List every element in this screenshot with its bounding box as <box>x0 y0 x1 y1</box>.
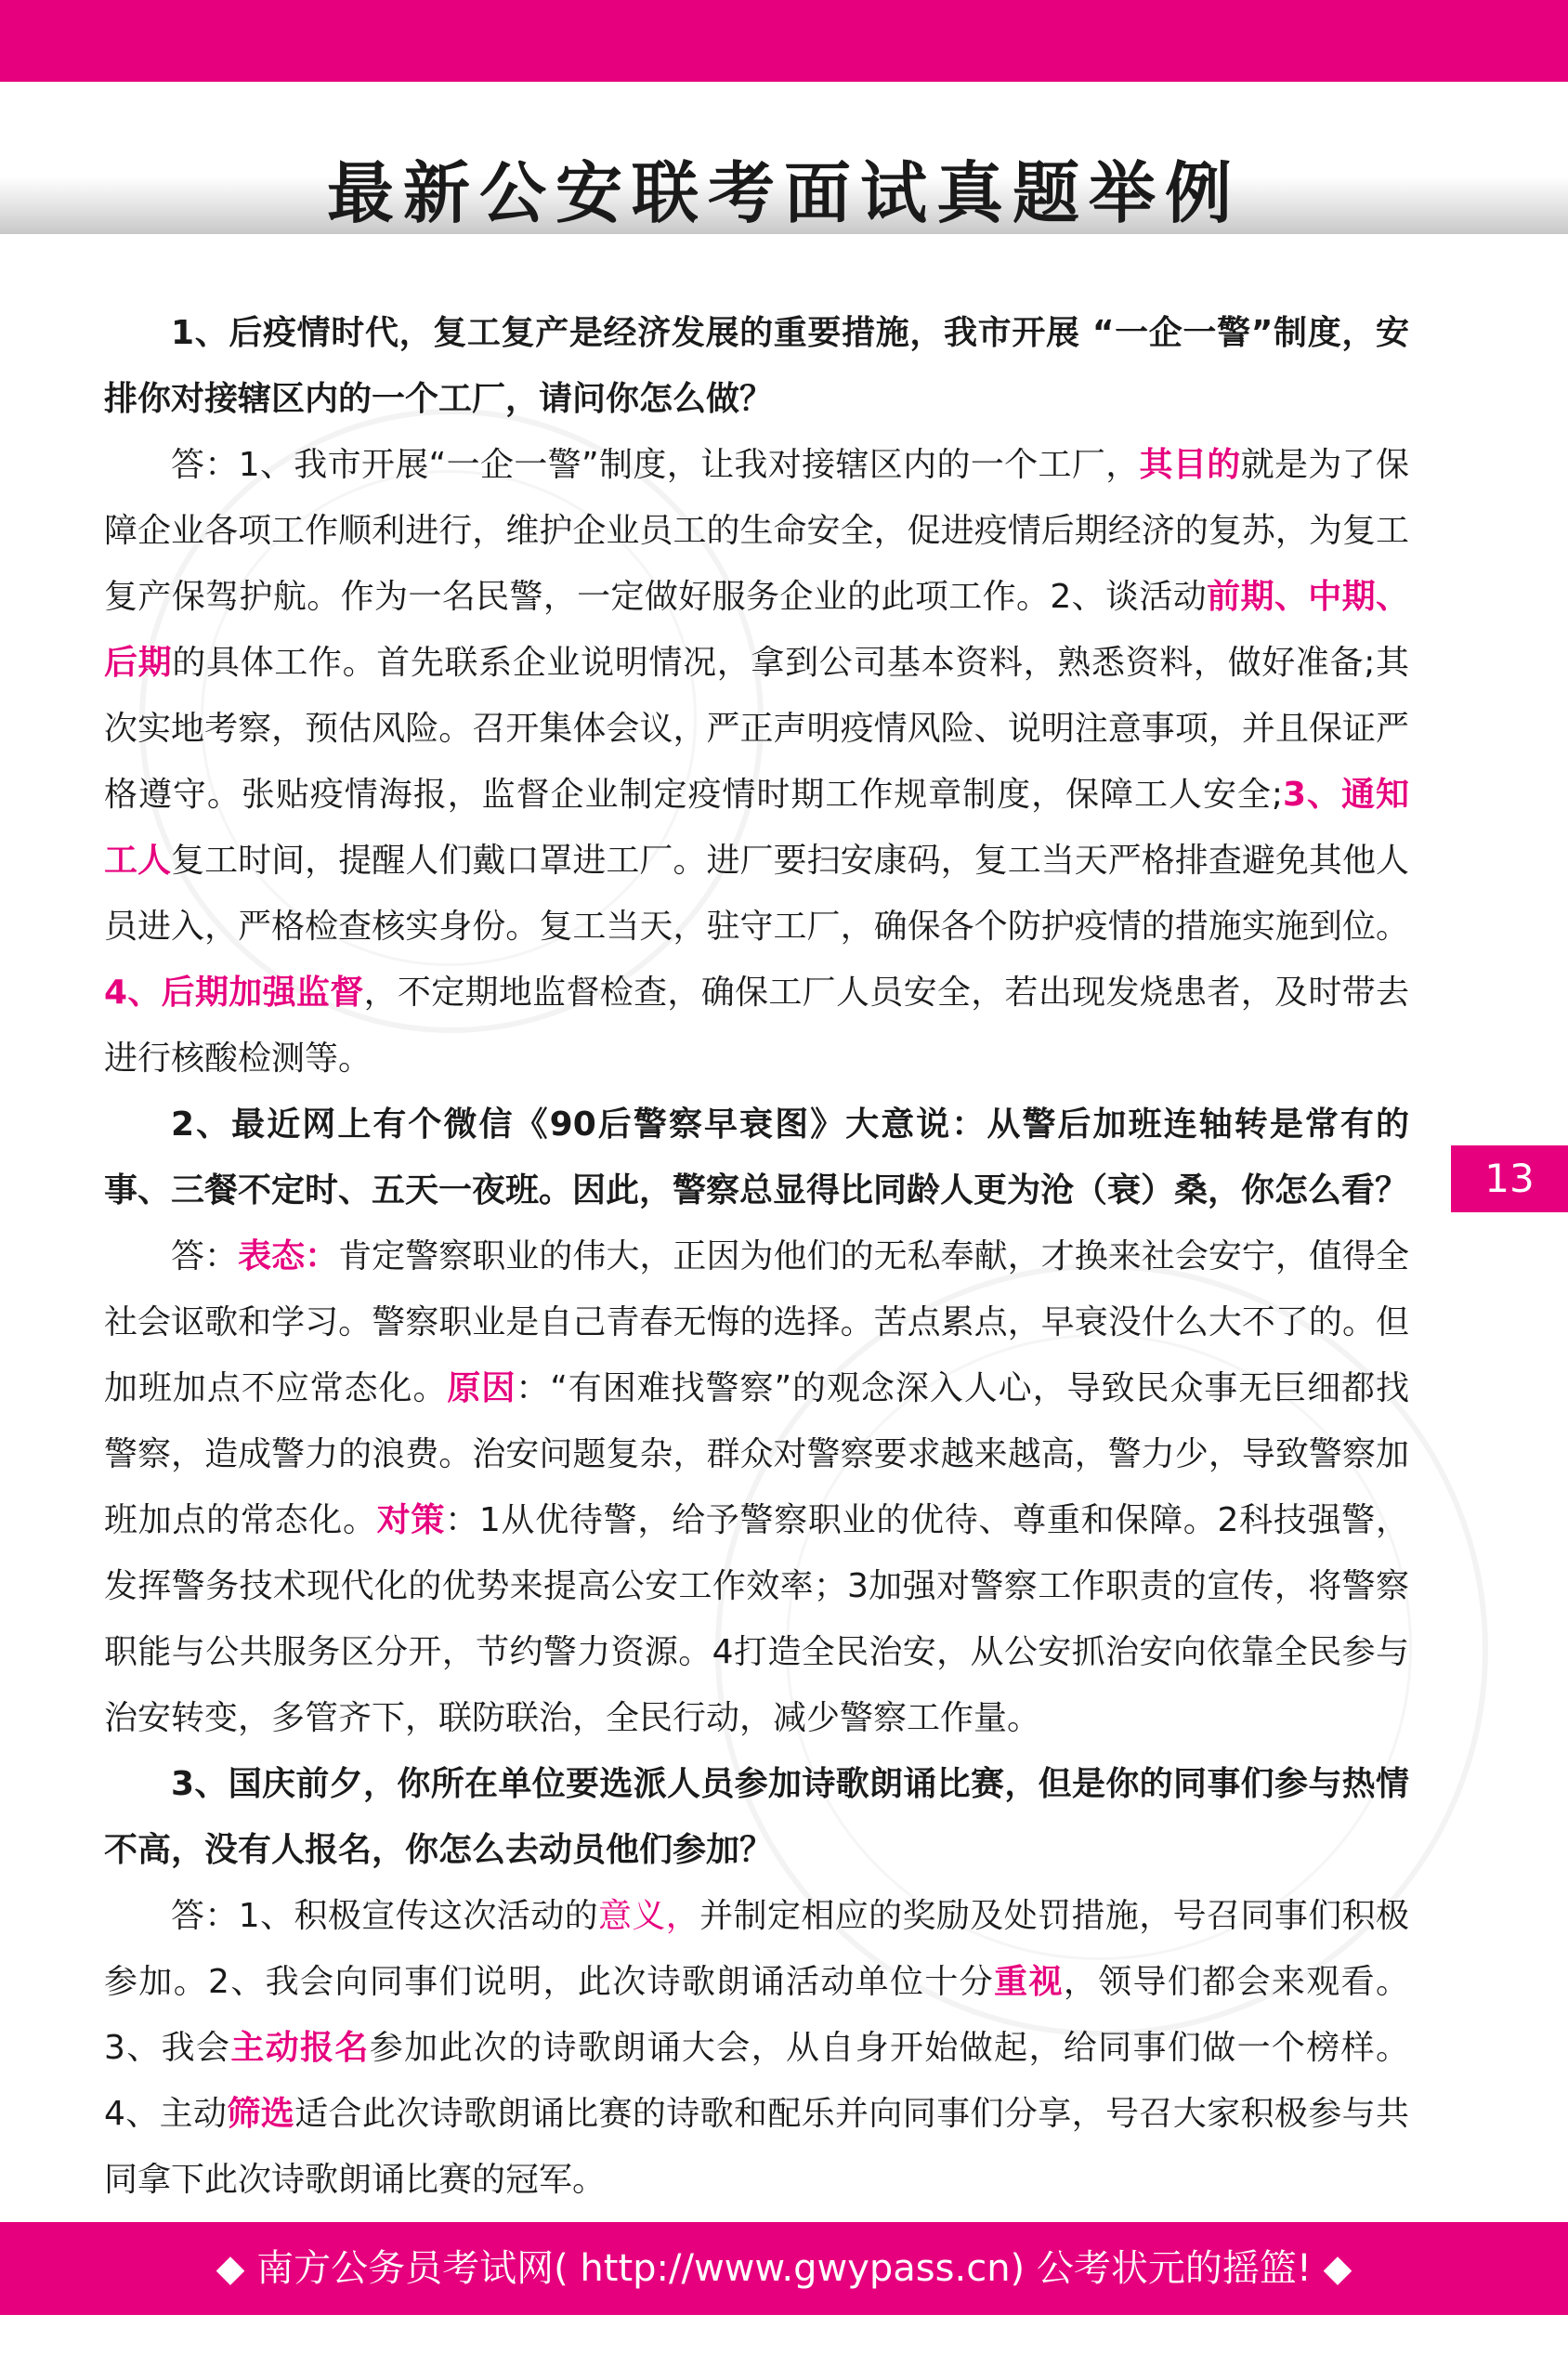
question-2: 2、最近网上有个微信《90后警察早衰图》大意说：从警后加班连轴转是常有的事、三餐不定时、五天一夜班。因此，警察总显得比同龄人更为沧（衰）桑，你怎么看？ <box>104 1105 1409 1210</box>
page-title: 最新公安联考面试真题举例 <box>326 154 1241 232</box>
page-number-tab: 13 <box>1451 1145 1568 1212</box>
article-body <box>104 300 1409 2213</box>
question-1: 1、后疫情时代，复工复产是经济发展的重要措施，我市开展 “一企一警”制度，安排你对接辖区内的一个工厂，请问你怎么做？ <box>104 314 1409 418</box>
answer-2: 答：表态：肯定警察职业的伟大，正因为他们的无私奉献，才换来社会安宁，值得全社会讴歌和学习。警察职业是自己青春无悔的选择。苦点累点，早衰没什么大不了的。但加班加点不应常态化。原因：“有困难找警察”的观念深入人心，导致民众事无巨细都找警察，造成警力的浪费。治安问题复杂，群众对警察要求越来越高，警力少，导致警察加班加点的常态化。对策：1从优待警，给予警察职业的优待、尊重和保障。2科技强警，发挥警务技术现代化的优势来提高公安工作效率；3加强对警察工作职责的宣传，将警察职能与公共服务区分开，节约警力资源。4打造全民治安，从公安抓治安向依靠全民参与治安转变，多管齐下，联防联治，全民行动，减少警察工作量。 <box>104 1237 1409 1737</box>
answer-1: 答：1、我市开展“一企一警”制度，让我对接辖区内的一个工厂，其目的就是为了保障企业各项工作顺利进行，维护企业员工的生命安全，促进疫情后期经济的复苏，为复工复产保驾护航。作为一名民警，一定做好服务企业的此项工作。2、谈活动前期、中期、后期的具体工作。首先联系企业说明情况，拿到公司基本资料，熟悉资料，做好准备;其次实地考察，预估风险。召开集体会议，严正声明疫情风险、说明注意事项，并且保证严格遵守。张贴疫情海报，监督企业制定疫情时期工作规章制度，保障工人安全;3、通知工人复工时间，提醒人们戴口罩进工厂。进厂要扫安康码，复工当天严格排查避免其他人员进入，严格检查核实身份。复工当天，驻守工厂，确保各个防护疫情的措施实施到位。4、后期加强监督，不定期地监督检查，确保工厂人员安全，若出现发烧患者，及时带去进行核酸检测等。 <box>104 446 1409 1078</box>
top-banner <box>0 0 1568 82</box>
question-3: 3、国庆前夕，你所在单位要选派人员参加诗歌朗诵比赛，但是你的同事们参与热情不高，没有人报名，你怎么去动员他们参加？ <box>104 1765 1409 1869</box>
footer-banner: ◆ 南方公务员考试网( http://www.gwypass.cn) 公考状元的摇篮! ◆ <box>0 2222 1568 2315</box>
answer-3: 答：1、积极宣传这次活动的意义，并制定相应的奖励及处罚措施，号召同事们积极参加。2、我会向同事们说明，此次诗歌朗诵活动单位十分重视，领导们都会来观看。3、我会主动报名参加此次的诗歌朗诵大会，从自身开始做起，给同事们做一个榜样。4、主动筛选适合此次诗歌朗诵比赛的诗歌和配乐并向同事们分享，号召大家积极参与共同拿下此次诗歌朗诵比赛的冠军。 <box>104 1897 1409 2199</box>
